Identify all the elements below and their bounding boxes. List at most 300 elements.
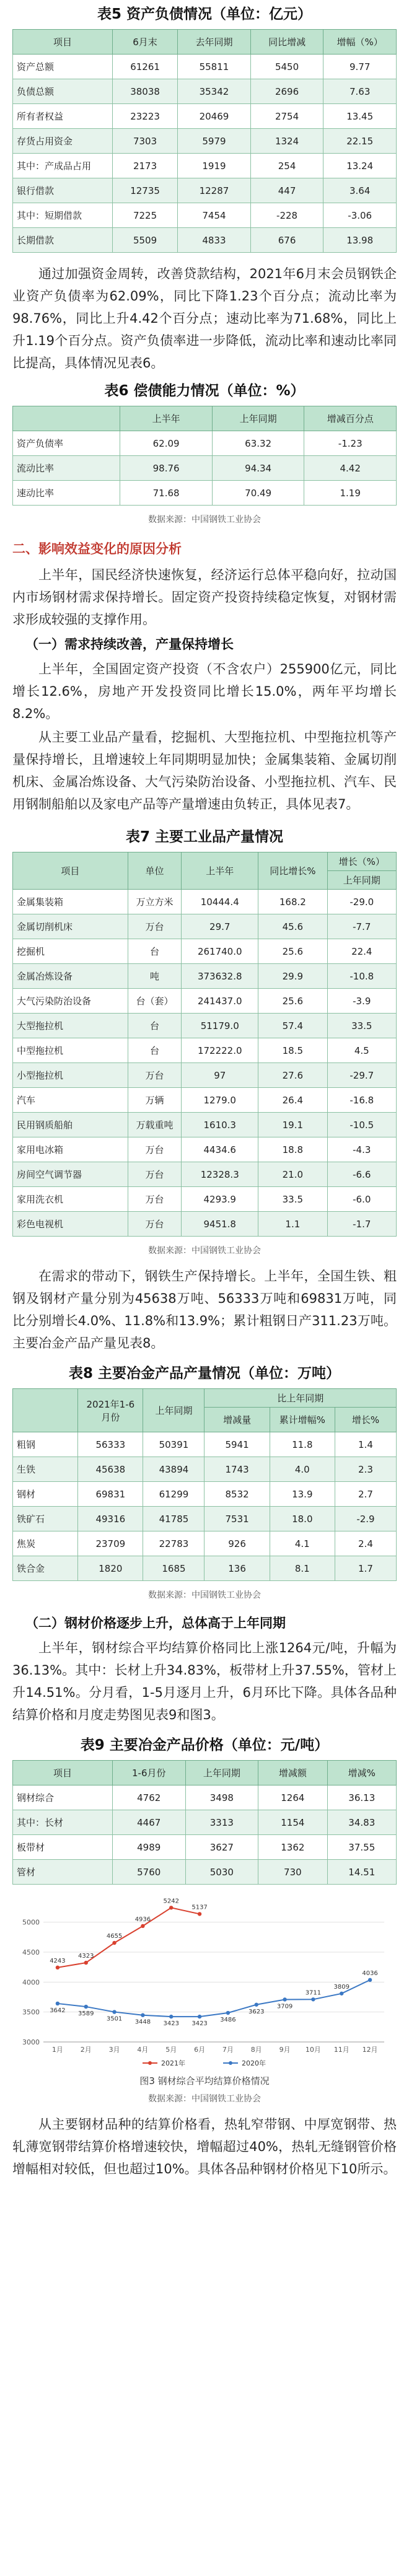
table7-cell: -1.7 bbox=[327, 1212, 396, 1237]
table7-cell: -7.7 bbox=[327, 914, 396, 939]
data-point bbox=[226, 2011, 230, 2015]
table7-cell: 12328.3 bbox=[182, 1162, 258, 1187]
table7-cell: 27.6 bbox=[258, 1063, 327, 1088]
table5-cell: 13.45 bbox=[323, 104, 397, 129]
paragraph-debt-ratio: 通过加强资金周转，改善贷款结构，2021年6月末会员钢铁企业资产负债率为62.09%，同比下降1.23个百分点；流动比率为98.76%，同比上升4.42个百分点；速动比率为71.68%，同比上升1.19个百分点。资产负债率进一步降低，流动比率和速动比率同比提高，具体情况见表6。 bbox=[12, 266, 397, 370]
table5-cell: -228 bbox=[250, 203, 323, 228]
table7-cell: 18.8 bbox=[258, 1137, 327, 1162]
table9-header-2: 上年同期 bbox=[185, 1761, 258, 1785]
table7-row-label: 家用洗衣机 bbox=[13, 1187, 128, 1212]
data-label: 3448 bbox=[134, 2018, 151, 2026]
table9-row bbox=[13, 1810, 397, 1835]
table5-cell: 20469 bbox=[178, 104, 251, 129]
table5-row-label: 长期借款 bbox=[13, 228, 113, 253]
series-line-1 bbox=[58, 1980, 370, 2017]
table5-cell: 1919 bbox=[178, 154, 251, 178]
table9-row-label: 其中：长材 bbox=[13, 1810, 113, 1835]
table5-cell: 61261 bbox=[112, 55, 177, 79]
table7-cell: 万辆 bbox=[128, 1088, 182, 1113]
table9-row-label: 管材 bbox=[13, 1860, 113, 1885]
table6-cell: 98.76 bbox=[120, 456, 213, 481]
y-tick-label: 3500 bbox=[22, 2008, 40, 2017]
table5-header-3: 同比增减 bbox=[250, 30, 323, 55]
data-label: 4936 bbox=[134, 1916, 151, 1923]
data-point bbox=[169, 2015, 173, 2018]
table7-cell: -3.9 bbox=[327, 989, 396, 1014]
table6-cell: -1.23 bbox=[304, 431, 397, 456]
table8-cell: 5941 bbox=[205, 1432, 270, 1457]
table5-cell: 447 bbox=[250, 178, 323, 203]
price-line-chart bbox=[12, 1890, 397, 2113]
x-tick-label: 10月 bbox=[305, 2046, 321, 2054]
table7-cell: 万立方米 bbox=[128, 890, 182, 914]
table8-cell: 136 bbox=[205, 1556, 270, 1581]
table7-cell: 25.6 bbox=[258, 939, 327, 964]
table8-subheader-cum: 累计增幅% bbox=[270, 1408, 335, 1432]
x-tick-label: 7月 bbox=[222, 2046, 234, 2054]
section-heading-causes: 二、影响效益变化的原因分析 bbox=[12, 541, 182, 556]
table7-cell: 97 bbox=[182, 1063, 258, 1088]
table5-row bbox=[13, 55, 397, 79]
x-tick-label: 9月 bbox=[279, 2046, 291, 2054]
table9-row-label: 钢材综合 bbox=[13, 1785, 113, 1810]
table7-cell: 万台 bbox=[128, 1162, 182, 1187]
table7-cell: 22.4 bbox=[327, 939, 396, 964]
table6-cell: 94.34 bbox=[212, 456, 304, 481]
table5-cell: 22.15 bbox=[323, 129, 397, 154]
y-tick-label: 4500 bbox=[22, 1948, 40, 1956]
table8-row-label: 生铁 bbox=[13, 1457, 78, 1482]
table7-row bbox=[13, 1162, 397, 1187]
x-tick-label: 5月 bbox=[165, 2046, 177, 2054]
table7-cell: -29.7 bbox=[327, 1063, 396, 1088]
table9-row bbox=[13, 1835, 397, 1860]
table5-header-4: 增幅（%） bbox=[323, 30, 397, 55]
table9-cell: 4989 bbox=[112, 1835, 185, 1860]
table7-header-h1: 上半年 bbox=[182, 852, 258, 890]
table9-cell: 36.13 bbox=[327, 1785, 396, 1810]
table7-row-label: 金属集装箱 bbox=[13, 890, 128, 914]
table9-cell: 34.83 bbox=[327, 1810, 396, 1835]
table5-header-2: 去年同期 bbox=[178, 30, 251, 55]
table7-row bbox=[13, 1212, 397, 1237]
table7-row-label: 挖掘机 bbox=[13, 939, 128, 964]
table5-row-label: 其中：产成品占用 bbox=[13, 154, 113, 178]
table5-cell: 5450 bbox=[250, 55, 323, 79]
table5-row bbox=[13, 129, 397, 154]
table9-cell: 3313 bbox=[185, 1810, 258, 1835]
table7-cell: 172222.0 bbox=[182, 1038, 258, 1063]
table6-row bbox=[13, 431, 397, 456]
table5-header-1: 6月末 bbox=[112, 30, 177, 55]
table7-cell: 台（套） bbox=[128, 989, 182, 1014]
table9-cell: 4762 bbox=[112, 1785, 185, 1810]
table7-cell: -10.8 bbox=[327, 964, 396, 989]
paragraph-industrial-output: 从主要工业品产量看，挖掘机、大型拖拉机、中型拖拉机等产量保持增长，且增速较上年同期明显加快；金属集装箱、金属切削机床、金属冶炼设备、大气污染防治设备、小型拖拉机、汽车、民用钢制船舶以及家电产品等产量增速由负转正，具体见表7。 bbox=[12, 730, 397, 812]
table8-cell: 2.7 bbox=[335, 1482, 396, 1507]
table9-cell: 3498 bbox=[185, 1785, 258, 1810]
x-tick-label: 4月 bbox=[137, 2046, 149, 2054]
table5-title: 表5 资产负债情况（单位：亿元） bbox=[97, 6, 312, 22]
table9-cell: 730 bbox=[258, 1860, 327, 1885]
table9-row-label: 板带材 bbox=[13, 1835, 113, 1860]
data-label: 3486 bbox=[220, 2017, 236, 2024]
y-tick-label: 5000 bbox=[22, 1918, 40, 1927]
table8-cell: 43894 bbox=[143, 1457, 205, 1482]
table7-cell: 241437.0 bbox=[182, 989, 258, 1014]
table5-cell: 38038 bbox=[112, 79, 177, 104]
table8-row-label: 粗钢 bbox=[13, 1432, 78, 1457]
table7-cell: 9451.8 bbox=[182, 1212, 258, 1237]
table6-row bbox=[13, 481, 397, 506]
table8-header-2021: 2021年1-6月份 bbox=[78, 1389, 143, 1432]
table8-cell: 18.0 bbox=[270, 1507, 335, 1531]
table5-cell: 13.98 bbox=[323, 228, 397, 253]
table6-row-label: 资产负债率 bbox=[13, 431, 120, 456]
table8-cell: 56333 bbox=[78, 1432, 143, 1457]
table8-cell: 8532 bbox=[205, 1482, 270, 1507]
table8-cell: 2.3 bbox=[335, 1457, 396, 1482]
table7-row-label: 金属切削机床 bbox=[13, 914, 128, 939]
table8-cell: 1685 bbox=[143, 1556, 205, 1581]
table5-cell: 254 bbox=[250, 154, 323, 178]
table5-cell: 4833 bbox=[178, 228, 251, 253]
table7-cell: 台 bbox=[128, 939, 182, 964]
paragraph-product-prices: 从主要钢材品种的结算价格看，热轧窄带钢、中厚宽钢带、热轧薄宽钢带结算价格增速较快，增幅超过40%，热轧无缝钢管价格增幅相对较低，但也超过10%。具体各品种钢材价格见下10所示。 bbox=[12, 2117, 397, 2176]
table6-cell: 1.19 bbox=[304, 481, 397, 506]
table7-cell: -6.6 bbox=[327, 1162, 396, 1187]
table5-row-label: 所有者权益 bbox=[13, 104, 113, 129]
table7-cell: 29.7 bbox=[182, 914, 258, 939]
table7-row bbox=[13, 1063, 397, 1088]
table6-title: 表6 偿债能力情况（单位：%） bbox=[104, 383, 305, 399]
table5-cell: 3.64 bbox=[323, 178, 397, 203]
data-label: 4655 bbox=[106, 1933, 123, 1940]
table5-cell: 676 bbox=[250, 228, 323, 253]
table8-cell: 50391 bbox=[143, 1432, 205, 1457]
table7-row-label: 中型拖拉机 bbox=[13, 1038, 128, 1063]
table7-cell: 29.9 bbox=[258, 964, 327, 989]
table5-cell: 12287 bbox=[178, 178, 251, 203]
data-label: 3711 bbox=[305, 1989, 322, 1997]
table7-header-lastyear: 上年同期 bbox=[327, 871, 396, 890]
table9-cell: 14.51 bbox=[327, 1860, 396, 1885]
table5-header-0: 项目 bbox=[13, 30, 113, 55]
table5-cell: 7225 bbox=[112, 203, 177, 228]
table7-cell: 万台 bbox=[128, 1063, 182, 1088]
table5-cell: 23223 bbox=[112, 104, 177, 129]
table8-cell: 2.4 bbox=[335, 1531, 396, 1556]
table6-header-1: 上半年 bbox=[120, 406, 213, 431]
table7-row bbox=[13, 989, 397, 1014]
table9-cell: 5760 bbox=[112, 1860, 185, 1885]
table6-row-label: 流动比率 bbox=[13, 456, 120, 481]
data-point bbox=[198, 1912, 201, 1916]
table7-row bbox=[13, 914, 397, 939]
data-label: 3589 bbox=[78, 2010, 94, 2018]
subheading-demand: （一）需求持续改善，产量保持增长 bbox=[25, 637, 234, 652]
table5-cell: 2754 bbox=[250, 104, 323, 129]
table7-cell: 19.1 bbox=[258, 1113, 327, 1137]
table7-cell: 万台 bbox=[128, 1137, 182, 1162]
table8-source: 数据来源：中国钢铁工业协会 bbox=[148, 1590, 261, 1600]
legend-marker bbox=[229, 2061, 232, 2065]
x-tick-label: 3月 bbox=[108, 2046, 120, 2054]
table8-row-label: 钢材 bbox=[13, 1482, 78, 1507]
table7-title: 表7 主要工业品产量情况 bbox=[125, 829, 283, 845]
table8-row bbox=[13, 1556, 397, 1581]
table6-header-2: 上年同期 bbox=[212, 406, 304, 431]
table9-cell: 4467 bbox=[112, 1810, 185, 1835]
table8-cell: 4.0 bbox=[270, 1457, 335, 1482]
table7-header-growth: 增长（%） bbox=[327, 852, 396, 871]
data-label: 3623 bbox=[248, 2008, 265, 2015]
table7-row bbox=[13, 1137, 397, 1162]
data-point bbox=[56, 2002, 59, 2005]
table7-cell: 万台 bbox=[128, 1187, 182, 1212]
legend-label: 2021年 bbox=[161, 2059, 185, 2067]
table9-header-row bbox=[13, 1761, 397, 1785]
table6-cell: 71.68 bbox=[120, 481, 213, 506]
table5-row-label: 资产总额 bbox=[13, 55, 113, 79]
table7-cell: 万载重吨 bbox=[128, 1113, 182, 1137]
table6 bbox=[12, 406, 397, 506]
data-label: 4323 bbox=[78, 1953, 94, 1960]
data-label: 3642 bbox=[50, 2007, 66, 2014]
data-point bbox=[283, 1997, 286, 2001]
table7-cell: 台 bbox=[128, 1014, 182, 1038]
table6-cell: 62.09 bbox=[120, 431, 213, 456]
data-label: 3423 bbox=[163, 2020, 179, 2028]
table9-cell: 1154 bbox=[258, 1810, 327, 1835]
table7-cell: 1279.0 bbox=[182, 1088, 258, 1113]
data-label: 3809 bbox=[333, 1983, 350, 1991]
table7-cell: 51179.0 bbox=[182, 1014, 258, 1038]
table5-cell: 2173 bbox=[112, 154, 177, 178]
table7-row-label: 大气污染防治设备 bbox=[13, 989, 128, 1014]
table6-header-row bbox=[13, 406, 397, 431]
table5-cell: 1324 bbox=[250, 129, 323, 154]
subheading-price: （二）钢材价格逐步上升，总体高于上年同期 bbox=[25, 1616, 286, 1631]
table7-cell: 4.5 bbox=[327, 1038, 396, 1063]
table7-row bbox=[13, 939, 397, 964]
x-tick-label: 11月 bbox=[333, 2046, 350, 2054]
table9-cell: 1362 bbox=[258, 1835, 327, 1860]
data-label: 5137 bbox=[191, 1904, 208, 1911]
table8-cell: 7531 bbox=[205, 1507, 270, 1531]
table7-cell: 1.1 bbox=[258, 1212, 327, 1237]
x-tick-label: 1月 bbox=[51, 2046, 63, 2054]
table8 bbox=[12, 1388, 397, 1581]
table6-cell: 4.42 bbox=[304, 456, 397, 481]
table8-row bbox=[13, 1531, 397, 1556]
table5-row bbox=[13, 203, 397, 228]
table6-row bbox=[13, 456, 397, 481]
data-label: 3423 bbox=[191, 2020, 208, 2028]
table9-cell: 5030 bbox=[185, 1860, 258, 1885]
data-point bbox=[169, 1906, 173, 1909]
table7-row bbox=[13, 964, 397, 989]
table7-cell: 373632.8 bbox=[182, 964, 258, 989]
y-tick-label: 3000 bbox=[22, 2038, 40, 2046]
data-label: 5242 bbox=[163, 1898, 179, 1905]
table5-cell: 13.24 bbox=[323, 154, 397, 178]
table7-row-label: 民用钢质船舶 bbox=[13, 1113, 128, 1137]
table5-header-row bbox=[13, 30, 397, 55]
table7-cell: 168.2 bbox=[258, 890, 327, 914]
x-tick-label: 8月 bbox=[250, 2046, 262, 2054]
table8-row bbox=[13, 1432, 397, 1457]
table7-cell: -29.0 bbox=[327, 890, 396, 914]
table8-cell: 22783 bbox=[143, 1531, 205, 1556]
table8-title: 表8 主要冶金产品产量情况（单位：万吨） bbox=[68, 1365, 340, 1382]
table7-row bbox=[13, 1187, 397, 1212]
table5-row-label: 负债总额 bbox=[13, 79, 113, 104]
table9 bbox=[12, 1760, 397, 1885]
table8-header-blank bbox=[13, 1389, 78, 1432]
table7-row bbox=[13, 1038, 397, 1063]
table7-row bbox=[13, 890, 397, 914]
data-point bbox=[84, 2005, 88, 2009]
data-point bbox=[84, 1961, 88, 1965]
table8-cell: 1.4 bbox=[335, 1432, 396, 1457]
table9-cell: 37.55 bbox=[327, 1835, 396, 1860]
table8-row-label: 焦炭 bbox=[13, 1531, 78, 1556]
table8-row bbox=[13, 1507, 397, 1531]
table7-row-label: 大型拖拉机 bbox=[13, 1014, 128, 1038]
table7-cell: -6.0 bbox=[327, 1187, 396, 1212]
table7-row-label: 彩色电视机 bbox=[13, 1212, 128, 1237]
table8-cell: 13.9 bbox=[270, 1482, 335, 1507]
table7-cell: -10.5 bbox=[327, 1113, 396, 1137]
table6-cell: 63.32 bbox=[212, 431, 304, 456]
table8-cell: 8.1 bbox=[270, 1556, 335, 1581]
table9-cell: 3627 bbox=[185, 1835, 258, 1860]
table7-cell: 万台 bbox=[128, 1212, 182, 1237]
table8-row bbox=[13, 1457, 397, 1482]
table5-row bbox=[13, 178, 397, 203]
data-point bbox=[141, 2013, 144, 2017]
x-tick-label: 6月 bbox=[194, 2046, 206, 2054]
table8-cell: 1.7 bbox=[335, 1556, 396, 1581]
table7-cell: 21.0 bbox=[258, 1162, 327, 1187]
table5-cell: -3.06 bbox=[323, 203, 397, 228]
table7 bbox=[12, 852, 397, 1237]
table7-cell: 261740.0 bbox=[182, 939, 258, 964]
table7-cell: 25.6 bbox=[258, 989, 327, 1014]
table7-cell: 1610.3 bbox=[182, 1113, 258, 1137]
table8-cell: 61299 bbox=[143, 1482, 205, 1507]
table7-row-label: 小型拖拉机 bbox=[13, 1063, 128, 1088]
table9-header-0: 项目 bbox=[13, 1761, 113, 1785]
table5 bbox=[12, 29, 397, 253]
table7-cell: 10444.4 bbox=[182, 890, 258, 914]
table7-cell: 万台 bbox=[128, 914, 182, 939]
table9-cell: 1264 bbox=[258, 1785, 327, 1810]
table8-subheader-delta: 增减量 bbox=[205, 1408, 270, 1432]
table7-header-yoy: 同比增长% bbox=[258, 852, 327, 890]
table5-row-label: 存货占用资金 bbox=[13, 129, 113, 154]
table7-header-item: 项目 bbox=[13, 852, 128, 890]
paragraph-investment: 上半年，全国固定资产投资（不含农户）255900亿元，同比增长12.6%，房地产开发投资同比增长15.0%，两年平均增长8.2%。 bbox=[12, 662, 397, 721]
table8-cell: 69831 bbox=[78, 1482, 143, 1507]
table5-row-label: 其中：短期借款 bbox=[13, 203, 113, 228]
table8-row bbox=[13, 1482, 397, 1507]
data-point bbox=[56, 1966, 59, 1969]
legend-label: 2020年 bbox=[242, 2059, 266, 2067]
table8-header-compare: 比上年同期 bbox=[205, 1389, 397, 1408]
table8-cell: 926 bbox=[205, 1531, 270, 1556]
table5-row-label: 银行借款 bbox=[13, 178, 113, 203]
data-point bbox=[112, 1941, 116, 1945]
table5-cell: 5509 bbox=[112, 228, 177, 253]
table9-row bbox=[13, 1860, 397, 1885]
table5-cell: 5979 bbox=[178, 129, 251, 154]
data-point bbox=[255, 2003, 258, 2007]
table7-row-label: 金属冶炼设备 bbox=[13, 964, 128, 989]
table9-header-3: 增减额 bbox=[258, 1761, 327, 1785]
table7-cell: -16.8 bbox=[327, 1088, 396, 1113]
chart-source: 数据来源：中国钢铁工业协会 bbox=[148, 2094, 261, 2104]
table5-row bbox=[13, 154, 397, 178]
table7-source: 数据来源：中国钢铁工业协会 bbox=[148, 1246, 261, 1256]
data-label: 4243 bbox=[50, 1957, 66, 1965]
paragraph-economy: 上半年，国民经济快速恢复，经济运行总体平稳向好，拉动国内市场钢材需求保持增长。固定资产投资持续稳定恢复，对钢材需求形成较强的支撑作用。 bbox=[12, 567, 397, 627]
table6-header-0 bbox=[13, 406, 120, 431]
table7-cell: 33.5 bbox=[258, 1187, 327, 1212]
price-chart-svg bbox=[12, 1890, 397, 2069]
y-tick-label: 4000 bbox=[22, 1978, 40, 1987]
table6-cell: 70.49 bbox=[212, 481, 304, 506]
x-tick-label: 12月 bbox=[362, 2046, 378, 2054]
table5-row bbox=[13, 79, 397, 104]
table8-cell: 41785 bbox=[143, 1507, 205, 1531]
x-tick-label: 2月 bbox=[80, 2046, 92, 2054]
table8-subheader-growth: 增长% bbox=[335, 1408, 396, 1432]
data-label: 4036 bbox=[362, 1969, 378, 1977]
table7-header-unit: 单位 bbox=[128, 852, 182, 890]
table7-cell: 45.6 bbox=[258, 914, 327, 939]
table9-header-1: 1-6月份 bbox=[112, 1761, 185, 1785]
table7-cell: 26.4 bbox=[258, 1088, 327, 1113]
table8-header-lastyear: 上年同期 bbox=[143, 1389, 205, 1432]
table8-cell: 4.1 bbox=[270, 1531, 335, 1556]
table7-cell: 吨 bbox=[128, 964, 182, 989]
table8-cell: 45638 bbox=[78, 1457, 143, 1482]
table7-row-label: 房间空气调节器 bbox=[13, 1162, 128, 1187]
table8-cell: 23709 bbox=[78, 1531, 143, 1556]
paragraph-steel-output: 在需求的带动下，钢铁生产保持增长。上半年，全国生铁、粗钢及钢材产量分别为45638万吨、56333万吨和69831万吨，同比分别增长4.0%、11.8%和13.9%；累计粗钢日产311.23万吨。主要冶金产品产量见表8。 bbox=[12, 1269, 397, 1351]
data-label: 3501 bbox=[106, 2015, 123, 2023]
table7-cell: 4434.6 bbox=[182, 1137, 258, 1162]
table5-row bbox=[13, 104, 397, 129]
table7-row bbox=[13, 1113, 397, 1137]
data-point bbox=[311, 1997, 315, 2001]
table7-row bbox=[13, 1088, 397, 1113]
table7-cell: 57.4 bbox=[258, 1014, 327, 1038]
data-point bbox=[141, 1924, 144, 1928]
table7-cell: 33.5 bbox=[327, 1014, 396, 1038]
table8-cell: 11.8 bbox=[270, 1432, 335, 1457]
table6-row-label: 速动比率 bbox=[13, 481, 120, 506]
table7-row bbox=[13, 1014, 397, 1038]
paragraph-price: 上半年，钢材综合平均结算价格同比上涨1264元/吨，升幅为36.13%。其中：长材上升34.83%，板带材上升37.55%，管材上升14.51%。分月看，1-5月逐月上升，6月环比下降。具体各品种结算价格和月度走势图见表9和图3。 bbox=[12, 1641, 397, 1722]
table8-cell: 1743 bbox=[205, 1457, 270, 1482]
table5-cell: 12735 bbox=[112, 178, 177, 203]
data-point bbox=[368, 1978, 372, 1982]
table9-row bbox=[13, 1785, 397, 1810]
table7-row-label: 家用电冰箱 bbox=[13, 1137, 128, 1162]
